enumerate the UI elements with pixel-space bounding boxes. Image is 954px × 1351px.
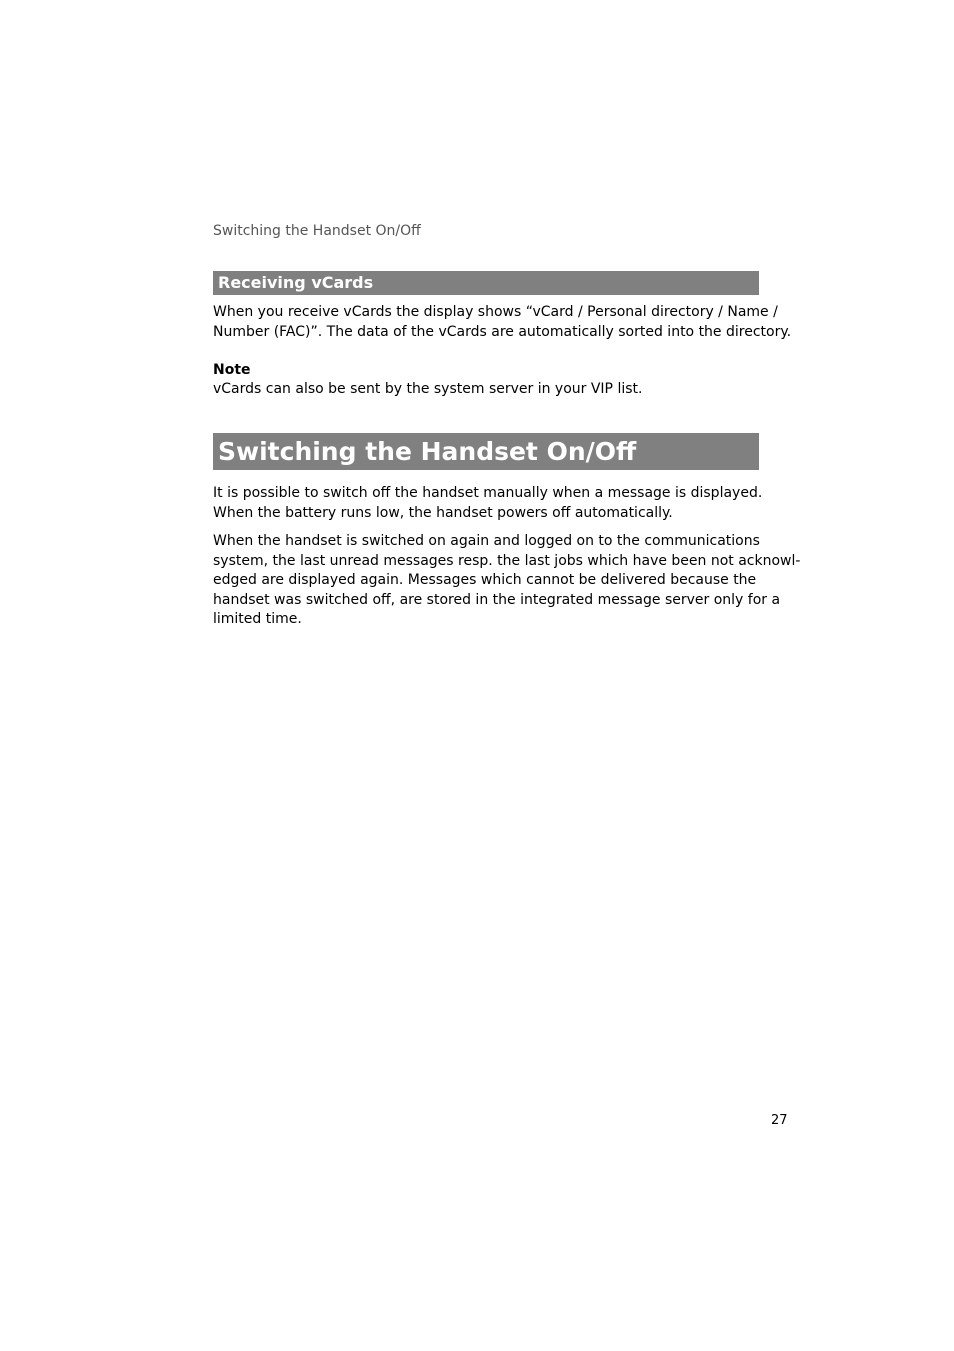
- section-heading-switching-handset: Switching the Handset On/Off: [213, 433, 759, 470]
- paragraph-line: When you receive vCards the display shows “vCard / Personal directory / Name /: [213, 304, 778, 320]
- switch-off-paragraph: [213, 484, 773, 523]
- paragraph-line: limited time.: [213, 611, 302, 627]
- paragraph-line: When the handset is switched on again and logged on to the communications: [213, 533, 760, 549]
- paragraph-line: When the battery runs low, the handset powers off automatically.: [213, 504, 673, 521]
- switch-on-paragraph: [213, 532, 801, 630]
- paragraph-line: Number (FAC)”. The data of the vCards are automatically sorted into the directory.: [213, 323, 792, 340]
- paragraph-line: system, the last unread messages resp. the last jobs which have been not acknowl-: [213, 552, 801, 569]
- vcards-paragraph: [213, 303, 792, 342]
- running-header: Switching the Handset On/Off: [213, 223, 421, 239]
- note-text: vCards can also be sent by the system server in your VIP list.: [213, 381, 643, 397]
- paragraph-line: handset was switched off, are stored in the integrated message server only for a: [213, 591, 781, 608]
- section-heading-receiving-vcards: Receiving vCards: [213, 271, 759, 295]
- paragraph-line: It is possible to switch off the handset manually when a message is displayed.: [213, 485, 763, 501]
- paragraph-line: edged are displayed again. Messages which cannot be delivered because the: [213, 572, 757, 588]
- note-title: Note: [213, 362, 251, 378]
- page-number: 27: [771, 1113, 788, 1128]
